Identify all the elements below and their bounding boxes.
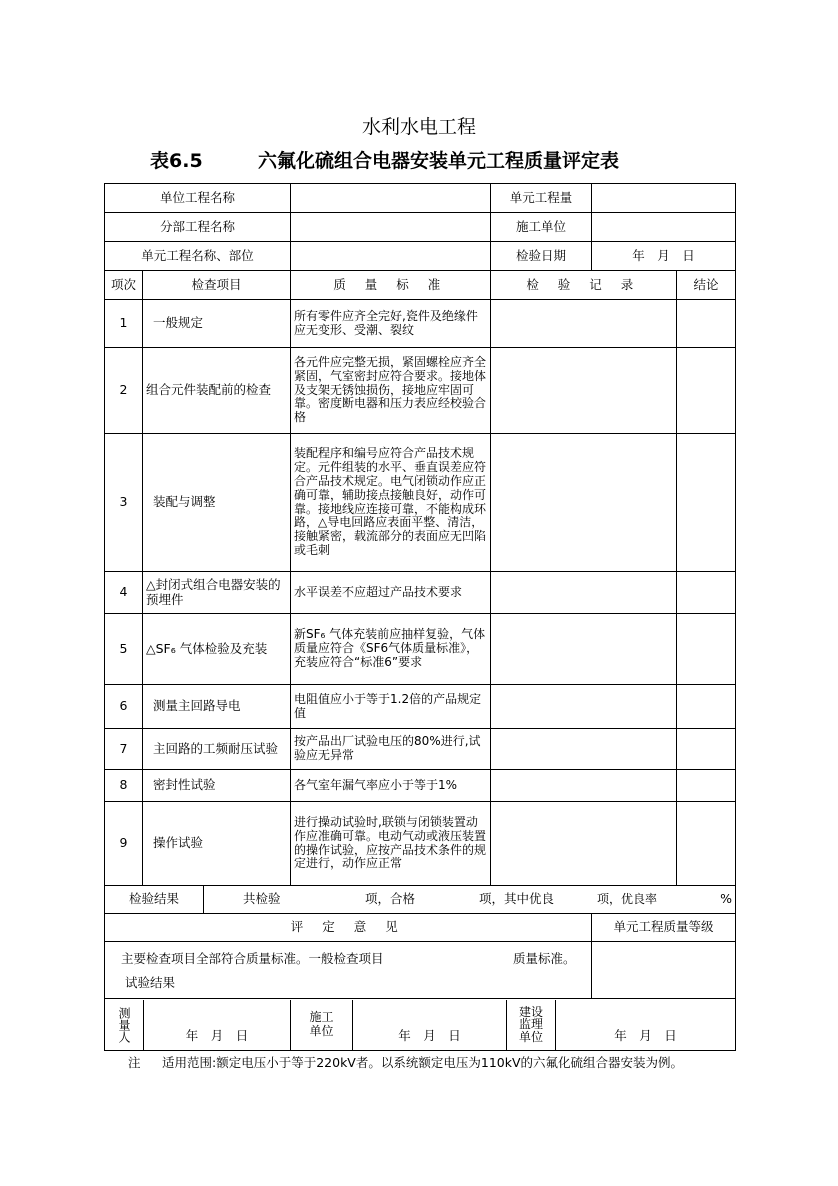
surveyor-date[interactable]: 年 月 日	[144, 1000, 291, 1050]
row-no: 6	[105, 685, 143, 729]
construction-unit-sign-label: 施工单位	[291, 1000, 353, 1050]
column-header-row	[105, 271, 736, 300]
row-no: 3	[105, 434, 143, 572]
table-row	[105, 300, 736, 348]
row-record[interactable]	[491, 300, 677, 348]
row-record[interactable]	[491, 802, 677, 886]
col-standard: 质 量 标 准	[291, 271, 491, 300]
info-row-1	[105, 184, 736, 213]
table-row	[105, 434, 736, 572]
col-no: 项次	[105, 271, 143, 300]
row-standard: 各气室年漏气率应小于等于1%	[291, 770, 491, 802]
row-conclusion[interactable]	[677, 614, 736, 685]
result-pass: 项，合格	[365, 891, 416, 907]
row-conclusion[interactable]	[677, 802, 736, 886]
inspect-date-value[interactable]: 年 月 日	[592, 242, 736, 271]
row-item: △封闭式组合电器安装的预埋件	[143, 572, 291, 614]
row-no: 2	[105, 348, 143, 434]
row-standard: 新SF₆ 气体充装前应抽样复验，气体质量应符合《SF6气体质量标准》，充装应符合“标准6”要求	[291, 614, 491, 685]
supervision-unit-date[interactable]: 年 月 日	[614, 1028, 677, 1044]
result-total: 共检验	[243, 891, 281, 907]
col-record: 检 验 记 录	[491, 271, 677, 300]
element-name-value[interactable]	[291, 242, 491, 271]
table-row	[105, 572, 736, 614]
grade-label: 单元工程质量等级	[592, 914, 736, 942]
document-header: 水利水电工程	[361, 116, 476, 138]
result-summary[interactable]	[204, 886, 736, 914]
opinion-line-3: 试验结果	[125, 974, 176, 990]
col-conclusion: 结论	[677, 271, 736, 300]
row-item: 测量主回路导电	[143, 685, 291, 729]
unit-quantity-value[interactable]	[592, 184, 736, 213]
sub-project-label: 分部工程名称	[105, 213, 291, 242]
grade-value[interactable]	[592, 942, 736, 999]
row-no: 4	[105, 572, 143, 614]
row-record[interactable]	[491, 685, 677, 729]
row-conclusion[interactable]	[677, 770, 736, 802]
inspect-date-label: 检验日期	[491, 242, 592, 271]
construction-unit-label: 施工单位	[491, 213, 592, 242]
result-label: 检验结果	[105, 886, 204, 914]
row-standard: 装配程序和编号应符合产品技术规定。元件组装的水平、垂直误差应符合产品技术规定。电气闭锁动作应正确可靠，辅助接点接触良好，动作可靠。接地线应连接可靠，不能构成环路，△导电回路应表面平整、清洁，接触紧密，载流部分的表面应无凹陷或毛刺	[291, 434, 491, 572]
row-standard: 水平误差不应超过产品技术要求	[291, 572, 491, 614]
result-excellent: 项，其中优良	[479, 891, 555, 907]
row-no: 8	[105, 770, 143, 802]
row-standard: 所有零件应齐全完好,瓷件及绝缘件应无变形、受潮、裂纹	[291, 300, 491, 348]
footnote-label: 注	[128, 1055, 141, 1070]
row-item: △SF₆ 气体检验及充装	[143, 614, 291, 685]
row-item: 密封性试验	[143, 770, 291, 802]
sub-project-value[interactable]	[291, 213, 491, 242]
signature-cell	[105, 999, 736, 1051]
row-record[interactable]	[491, 348, 677, 434]
row-item: 操作试验	[143, 802, 291, 886]
row-conclusion[interactable]	[677, 572, 736, 614]
evaluation-form	[104, 183, 736, 1051]
table-row	[105, 348, 736, 434]
unit-quantity-label: 单元工程量	[491, 184, 592, 213]
opinion-row	[105, 942, 736, 999]
row-no: 1	[105, 300, 143, 348]
info-row-2	[105, 213, 736, 242]
row-record[interactable]	[491, 572, 677, 614]
info-row-3	[105, 242, 736, 271]
row-no: 5	[105, 614, 143, 685]
row-standard: 按产品出厂试验电压的80%进行,试验应无异常	[291, 729, 491, 770]
row-no: 9	[105, 802, 143, 886]
opinion-header-row	[105, 914, 736, 942]
table-row	[105, 802, 736, 886]
row-conclusion[interactable]	[677, 300, 736, 348]
table-row	[105, 770, 736, 802]
result-rate: 项，优良率	[597, 892, 658, 907]
row-conclusion[interactable]	[677, 729, 736, 770]
element-name-label: 单元工程名称、部位	[105, 242, 291, 271]
construction-unit-value[interactable]	[592, 213, 736, 242]
row-conclusion[interactable]	[677, 434, 736, 572]
table-row	[105, 614, 736, 685]
footnote	[128, 1053, 683, 1071]
row-no: 7	[105, 729, 143, 770]
row-item: 一般规定	[143, 300, 291, 348]
row-item: 主回路的工频耐压试验	[143, 729, 291, 770]
form-title-text: 六氟化硫组合电器安装单元工程质量评定表	[258, 150, 620, 172]
row-item: 组合元件装配前的检查	[143, 348, 291, 434]
row-standard: 各元件应完整无损，紧固螺栓应齐全紧固，气室密封应符合要求。接地体及支架无锈蚀损伤，接地应牢固可靠。密度断电器和压力表应经校验合格	[291, 348, 491, 434]
row-standard: 电阻值应小于等于1.2倍的产品规定值	[291, 685, 491, 729]
row-standard: 进行操动试验时,联锁与闭锁装置动作应准确可靠。电动气动或液压装置的操作试验，应按产品技术条件的规定进行，动作应正常	[291, 802, 491, 886]
opinion-line-2: 质量标准。	[513, 950, 576, 966]
footnote-text: 适用范围:额定电压小于等于220kV者。以系统额定电压为110kV的六氟化硫组合器安装为例。	[162, 1055, 684, 1070]
inspection-result-row	[105, 886, 736, 914]
row-record[interactable]	[491, 614, 677, 685]
row-record[interactable]	[491, 770, 677, 802]
supervision-unit-label: 建设监理单位	[507, 1000, 556, 1050]
row-record[interactable]	[491, 434, 677, 572]
opinion-text	[105, 942, 592, 999]
signature-row	[105, 999, 736, 1051]
row-conclusion[interactable]	[677, 348, 736, 434]
opinion-label: 评 定 意 见	[105, 914, 592, 942]
col-item: 检查项目	[143, 271, 291, 300]
opinion-line-1: 主要检查项目全部符合质量标准。一般检查项目	[121, 950, 384, 966]
table-number: 表6.5	[150, 150, 203, 172]
construction-unit-date[interactable]: 年 月 日	[353, 1000, 507, 1050]
surveyor-label: 测量人	[105, 1000, 144, 1050]
row-record[interactable]	[491, 729, 677, 770]
result-percent: %	[720, 891, 733, 907]
table-row	[105, 729, 736, 770]
unit-project-value[interactable]	[291, 184, 491, 213]
unit-project-label: 单位工程名称	[105, 184, 291, 213]
form-title	[150, 146, 619, 173]
row-conclusion[interactable]	[677, 685, 736, 729]
row-item: 装配与调整	[143, 434, 291, 572]
table-row	[105, 685, 736, 729]
